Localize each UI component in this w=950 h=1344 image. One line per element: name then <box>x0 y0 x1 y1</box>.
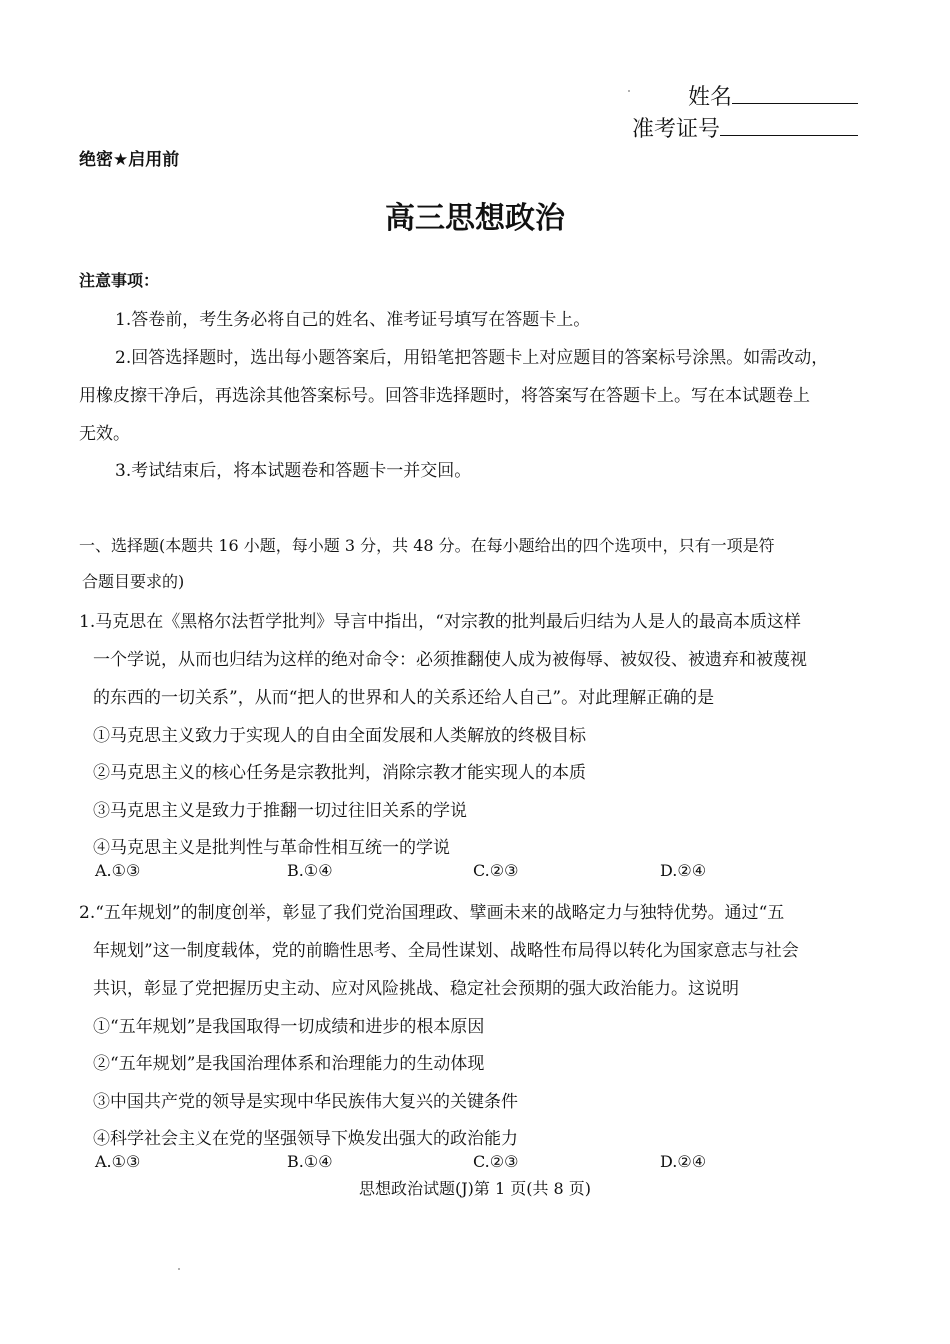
q2-statement-3: ③中国共产党的领导是实现中华民族伟大复兴的关键条件 <box>93 1092 518 1112</box>
q2-statement-2: ②“五年规划”是我国治理体系和治理能力的生动体现 <box>93 1054 485 1074</box>
section-heading-line-1: 一、选择题(本题共 16 小题，每小题 3 分，共 48 分。在每小题给出的四个选项中，只有一项是符 <box>79 536 775 555</box>
q1-option-b: B.①④ <box>287 861 333 880</box>
notice-item-3: 3.考试结束后，将本试题卷和答题卡一并交回。 <box>115 461 472 481</box>
q2-statement-4: ④科学社会主义在党的坚强领导下焕发出强大的政治能力 <box>93 1129 518 1149</box>
notice-item-1: 1.答卷前，考生务必将自己的姓名、准考证号填写在答题卡上。 <box>115 310 591 330</box>
notice-item-2-line-1: 2.回答选择题时，选出每小题答案后，用铅笔把答题卡上对应题目的答案标号涂黑。如需改动， <box>115 348 829 368</box>
q1-stem-line-2: 一个学说，从而也归结为这样的绝对命令：必须推翻使人成为被侮辱、被奴役、被遗弃和被蔑视 <box>93 650 807 670</box>
name-field <box>688 80 858 111</box>
q1-option-d: D.②④ <box>660 861 707 880</box>
secret-label: 绝密★启用前 <box>79 150 180 170</box>
q1-statement-1: ①马克思主义致力于实现人的自由全面发展和人类解放的终极目标 <box>93 726 586 746</box>
name-label: 姓名 <box>688 85 733 110</box>
id-label: 准考证号 <box>632 117 721 142</box>
page-title: 高三思想政治 <box>385 201 565 236</box>
q2-option-a: A.①③ <box>95 1152 141 1171</box>
scan-speck <box>178 1268 180 1270</box>
q1-stem-line-1: 1.马克思在《黑格尔法哲学批判》导言中指出，“对宗教的批判最后归结为人是人的最高本质这样 <box>79 612 801 632</box>
q2-stem-line-1: 2.“五年规划”的制度创举，彰显了我们党治国理政、擘画未来的战略定力与独特优势。通过“五 <box>79 903 785 923</box>
notice-item-2-line-3: 无效。 <box>79 424 130 444</box>
q1-statement-3: ③马克思主义是致力于推翻一切过往旧关系的学说 <box>93 801 467 821</box>
q1-statement-2: ②马克思主义的核心任务是宗教批判，消除宗教才能实现人的本质 <box>93 763 586 783</box>
id-blank <box>720 113 858 136</box>
q1-option-a: A.①③ <box>95 861 141 880</box>
q2-option-c: C.②③ <box>473 1152 519 1171</box>
section-heading-line-2: 合题目要求的) <box>82 572 185 591</box>
notice-item-2-line-2: 用橡皮擦干净后，再选涂其他答案标号。回答非选择题时，将答案写在答题卡上。写在本试题卷上 <box>79 386 810 406</box>
scan-speck <box>628 90 630 92</box>
page-footer: 思想政治试题(J)第 1 页(共 8 页) <box>358 1179 592 1198</box>
q1-statement-4: ④马克思主义是批判性与革命性相互统一的学说 <box>93 838 450 858</box>
q2-statement-1: ①“五年规划”是我国取得一切成绩和进步的根本原因 <box>93 1017 485 1037</box>
q2-option-d: D.②④ <box>660 1152 707 1171</box>
q1-stem-line-3: 的东西的一切关系”，从而“把人的世界和人的关系还给人自己”。对此理解正确的是 <box>93 688 715 708</box>
q2-stem-line-3: 共识，彰显了党把握历史主动、应对风险挑战、稳定社会预期的强大政治能力。这说明 <box>93 979 739 999</box>
id-field <box>632 112 858 143</box>
notice-heading: 注意事项： <box>79 271 160 290</box>
q2-option-b: B.①④ <box>287 1152 333 1171</box>
q1-option-c: C.②③ <box>473 861 519 880</box>
q2-stem-line-2: 年规划”这一制度载体，党的前瞻性思考、全局性谋划、战略性布局得以转化为国家意志与社会 <box>93 941 799 961</box>
name-blank <box>732 81 858 104</box>
